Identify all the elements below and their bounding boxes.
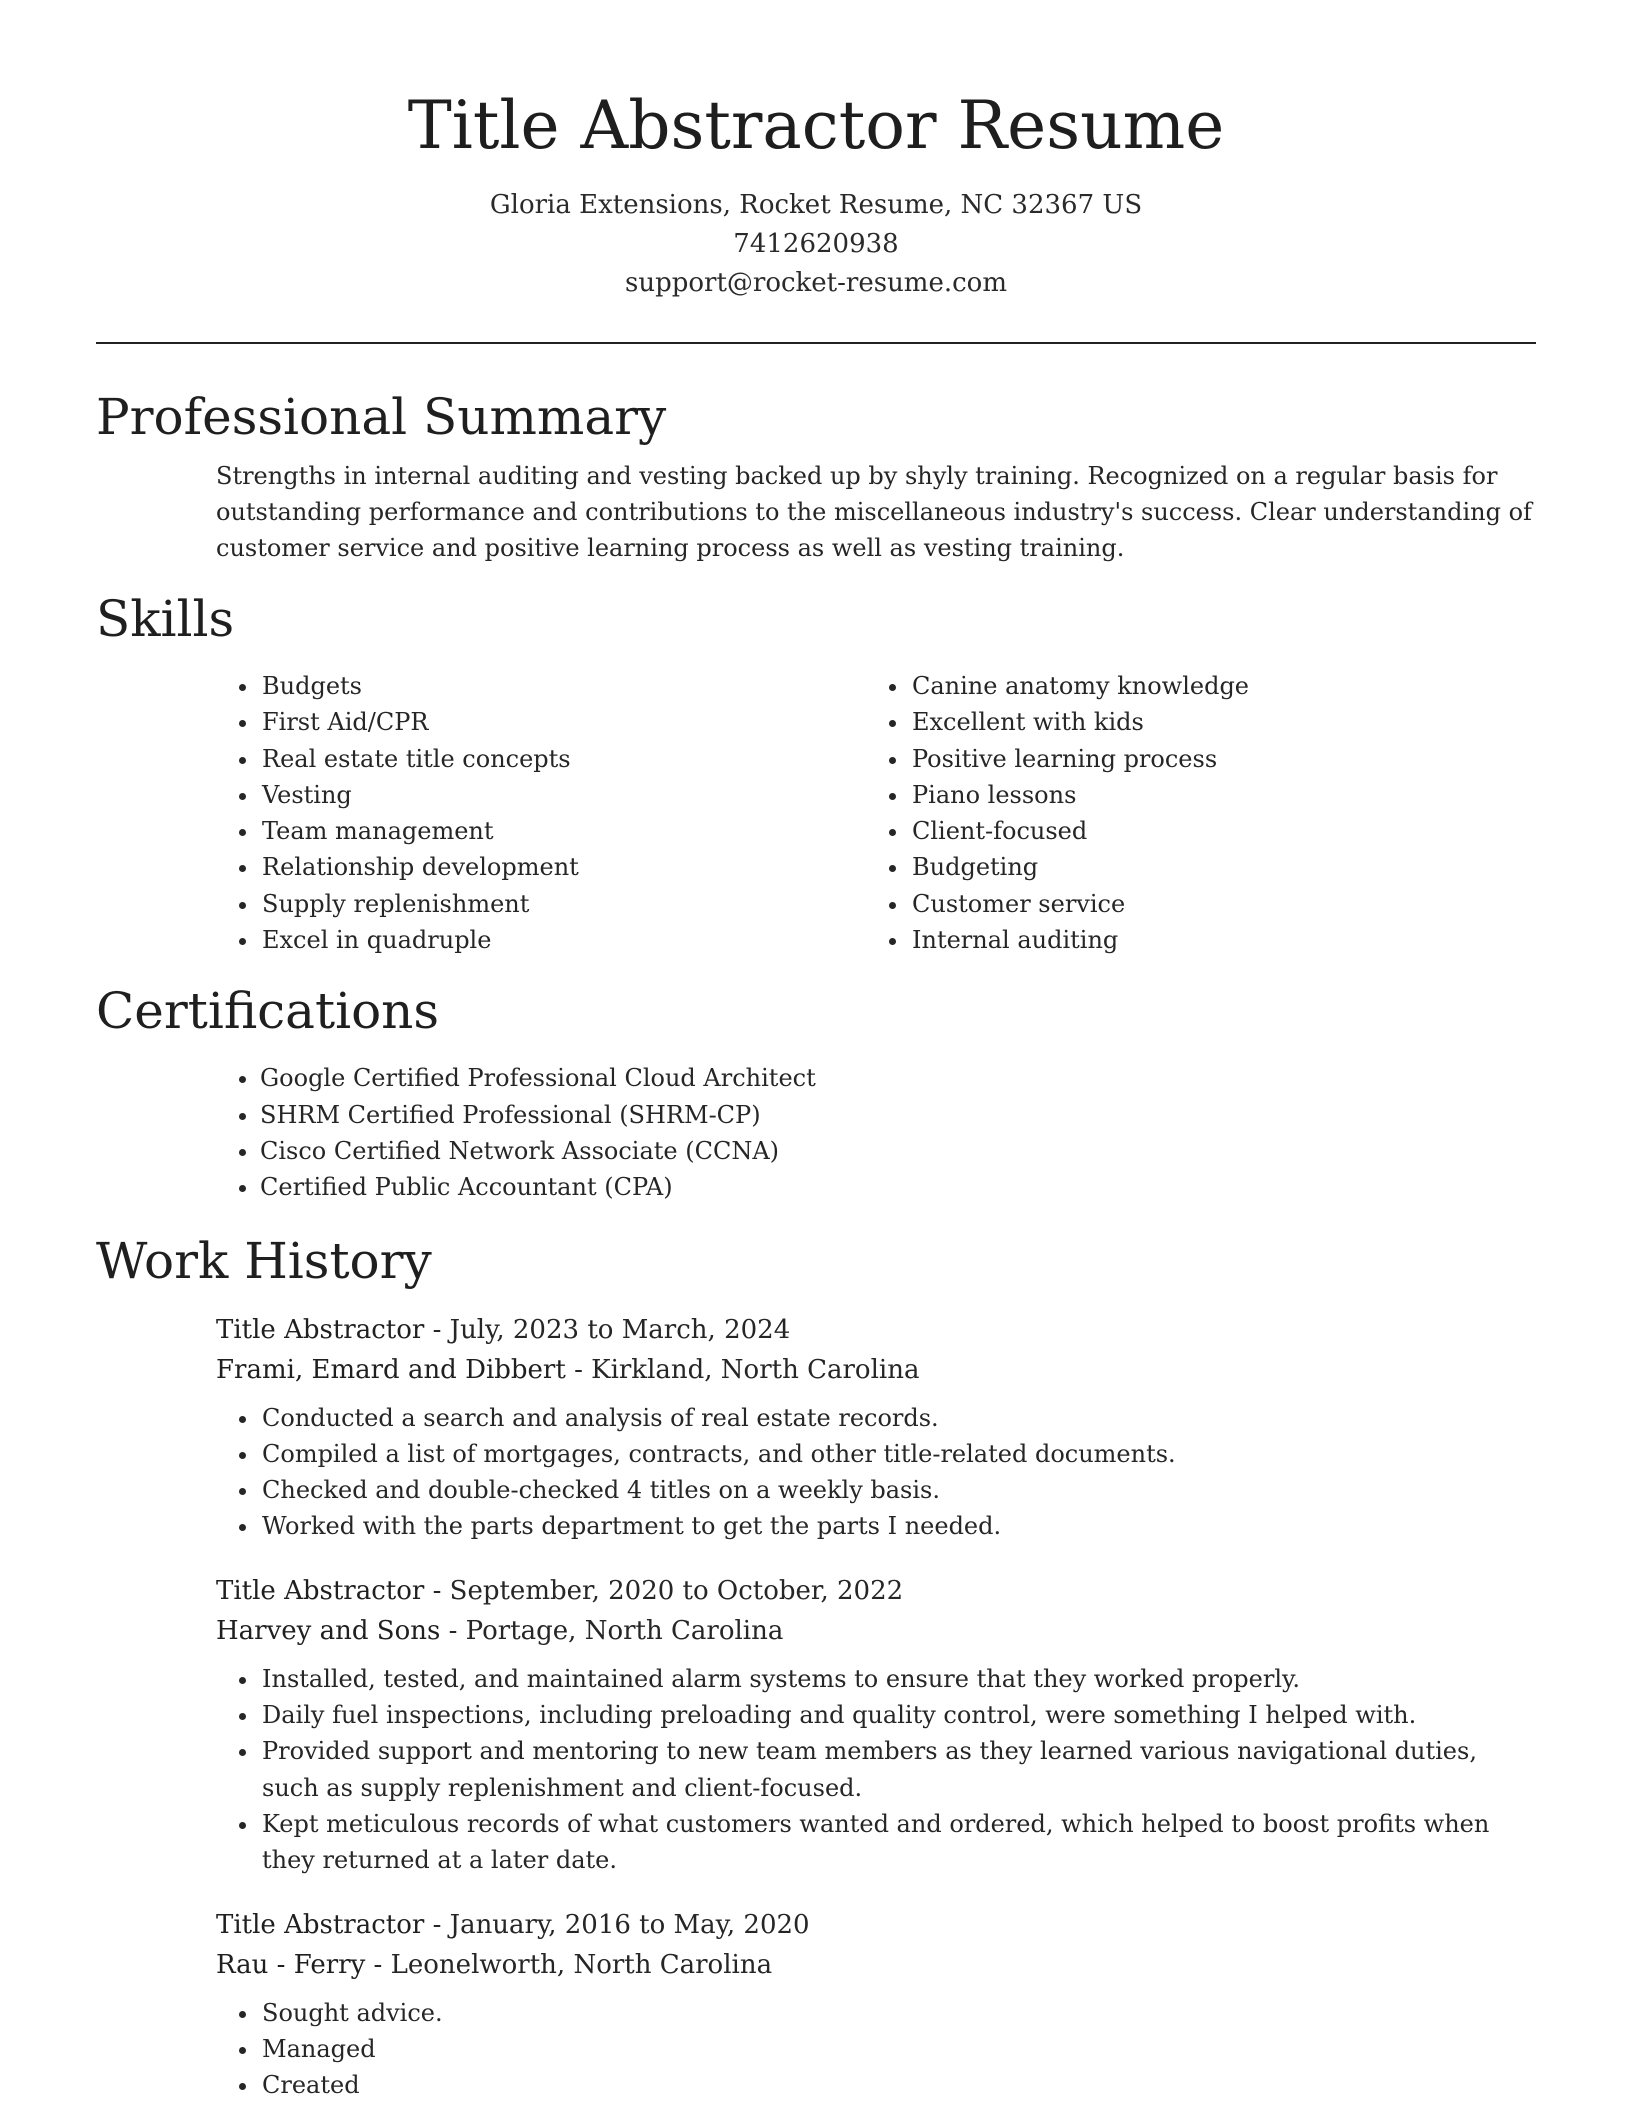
job-bullet: • Installed, tested, and maintained alarm systems to ensure that they worked properly. xyxy=(260,1661,1536,1697)
certification-item: • Certified Public Accountant (CPA) xyxy=(260,1169,1536,1205)
job-bullet: • Sought advice. xyxy=(260,1995,1536,2031)
skill-item: • Piano lessons xyxy=(910,777,1516,813)
skills-heading: Skills xyxy=(96,590,235,648)
job-bullet: • Kept meticulous records of what customers wanted and ordered, which helped to boost profits when they returned at a later date. xyxy=(260,1806,1536,1879)
job-entry xyxy=(216,1310,1536,1545)
work-history-heading: Work History xyxy=(96,1231,432,1290)
job-bullets xyxy=(216,1661,1536,1879)
skill-item: • Team management xyxy=(260,813,866,849)
job-title-line: Title Abstractor - July, 2023 to March, 2024 xyxy=(216,1314,791,1345)
contact-address: Gloria Extensions, Rocket Resume, NC 32367 US xyxy=(489,190,1143,220)
skills-list-right xyxy=(866,668,1516,958)
skill-item: • Excel in quadruple xyxy=(260,922,866,958)
job-bullet: • Created xyxy=(260,2067,1536,2103)
job-company-line: Rau - Ferry - Leonelworth, North Carolina xyxy=(216,1949,773,1980)
skill-item: • Positive learning process xyxy=(910,741,1516,777)
job-title: Title Abstractor xyxy=(216,1314,425,1345)
skills-columns xyxy=(216,668,1536,958)
job-title-line: Title Abstractor - September, 2020 to October, 2022 xyxy=(216,1575,904,1606)
job-dates: January, 2016 to May, 2020 xyxy=(449,1909,810,1940)
skill-item: • Customer service xyxy=(910,886,1516,922)
job-bullets xyxy=(216,1995,1536,2104)
resume-page xyxy=(96,0,1536,2112)
certifications-heading: Certifications xyxy=(96,982,440,1041)
job-bullet: • Daily fuel inspections, including preloading and quality control, were something I helped with. xyxy=(260,1697,1536,1733)
job-bullets xyxy=(216,1400,1536,1545)
header-divider xyxy=(96,342,1536,344)
skill-item: • Vesting xyxy=(260,777,866,813)
resume-header xyxy=(96,0,1536,344)
job-entry xyxy=(216,1571,1536,1879)
skill-item: • Supply replenishment xyxy=(260,886,866,922)
contact-phone: 7412620938 xyxy=(733,229,899,259)
skill-item: • Client-focused xyxy=(910,813,1516,849)
skill-item: • Excellent with kids xyxy=(910,704,1516,740)
job-entry xyxy=(216,1905,1536,2104)
skill-item: • Budgets xyxy=(260,668,866,704)
skill-item: • Canine anatomy knowledge xyxy=(910,668,1516,704)
summary-text: Strengths in internal auditing and vesting backed up by shyly training. Recognized on a regular basis for outstanding performance and contributions to the miscellaneous industry's success. Clear understanding of customer service and positive learning process as well as vesting training. xyxy=(216,462,1532,562)
skill-item: • First Aid/CPR xyxy=(260,704,866,740)
contact-email: support@rocket-resume.com xyxy=(624,268,1007,298)
certification-item: • SHRM Certified Professional (SHRM-CP) xyxy=(260,1097,1536,1133)
job-bullet: • Provided support and mentoring to new team members as they learned various navigational duties, such as supply replenishment and client-focused. xyxy=(260,1733,1536,1806)
job-company: Frami, Emard and Dibbert xyxy=(216,1354,566,1385)
job-company-line: Harvey and Sons - Portage, North Carolina xyxy=(216,1615,784,1646)
job-title: Title Abstractor xyxy=(216,1575,425,1606)
job-dates: September, 2020 to October, 2022 xyxy=(449,1575,904,1606)
job-bullet: • Managed xyxy=(260,2031,1536,2067)
page-title: Title Abstractor Resume xyxy=(407,87,1225,164)
skill-item: • Budgeting xyxy=(910,849,1516,885)
skill-item: • Internal auditing xyxy=(910,922,1516,958)
job-location: Leonelworth, North Carolina xyxy=(390,1949,773,1980)
job-company-line: Frami, Emard and Dibbert - Kirkland, North Carolina xyxy=(216,1354,920,1385)
skill-item: • Real estate title concepts xyxy=(260,741,866,777)
certification-item: • Google Certified Professional Cloud Architect xyxy=(260,1060,1536,1096)
job-bullet: • Conducted a search and analysis of real estate records. xyxy=(260,1400,1536,1436)
job-bullet: • Checked and double-checked 4 titles on a weekly basis. xyxy=(260,1472,1536,1508)
summary-heading: Professional Summary xyxy=(96,388,667,446)
job-bullet: • Worked with the parts department to get the parts I needed. xyxy=(260,1508,1536,1544)
job-location: Portage, North Carolina xyxy=(465,1615,784,1646)
contact-info xyxy=(96,186,1536,303)
job-company: Rau - Ferry xyxy=(216,1949,366,1980)
job-title: Title Abstractor xyxy=(216,1909,425,1940)
job-company: Harvey and Sons xyxy=(216,1615,441,1646)
skills-list-left xyxy=(216,668,866,958)
job-bullet: • Compiled a list of mortgages, contracts, and other title-related documents. xyxy=(260,1436,1536,1472)
skill-item: • Relationship development xyxy=(260,849,866,885)
certifications-list xyxy=(216,1060,1536,1205)
certification-item: • Cisco Certified Network Associate (CCNA) xyxy=(260,1133,1536,1169)
job-location: Kirkland, North Carolina xyxy=(591,1354,920,1385)
job-dates: July, 2023 to March, 2024 xyxy=(449,1314,791,1345)
job-title-line: Title Abstractor - January, 2016 to May, 2020 xyxy=(216,1909,810,1940)
